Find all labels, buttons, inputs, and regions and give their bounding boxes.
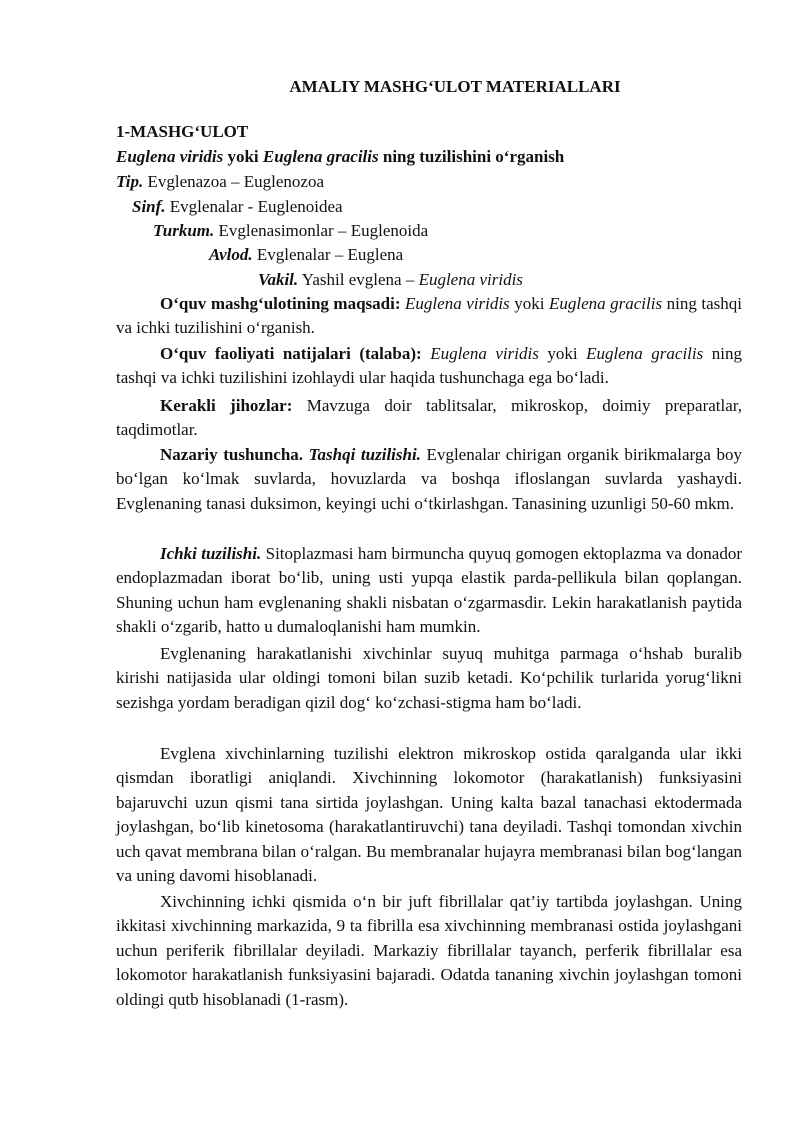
results-paragraph [116,342,742,391]
species-name: Euglena gracilis [262,147,379,166]
taxonomy-class [132,195,343,219]
taxonomy-representative [258,268,523,292]
taxonomy-value: Evglenazoa – Euglenozoa [143,172,325,191]
page-title: AMALIY MASHG‘ULOT MATERIALLARI [289,77,621,96]
results-text: ning tashqi va ichki tuzilishini izohlaydi ular haqida tushunchaga ega bo‘ladi. [116,344,742,388]
theory-text: Evglenalar chirigan organik birikmalarga boy bo‘lgan ko‘lmak suvlarda, hovuzlarda va boshqa ifloslangan suvlarda yashaydi. Evglenaning tanasi duksimon, keyingi uchi o‘tkirlashgan. Tanasining uzunligi 50-60 mkm. [116,445,743,513]
internal-structure-text: Sitoplazmasi ham birmuncha quyuq gomogen ektoplazma va donador endoplazmadan iborat bo‘lib, uning usti yupqa elastik parda-pellikula bilan qoplangan. Shuning uchun ham evglenaning shakli nisbatan o‘zgarmasdir. Lekin harakatlanish paytida shakli o‘zgarib, hatto u dumaloqlanishi ham mumkin. [116,544,742,637]
taxonomy-label: Sinf. [132,197,166,216]
taxonomy-label: Avlod. [209,245,253,264]
internal-structure-paragraph [116,542,742,640]
taxonomy-genus [209,243,403,267]
taxonomy-phylum [116,170,324,194]
theory-paragraph [116,443,742,516]
fibrils-paragraph: Xivchinning ichki qismida o‘n bir juft fibrillalar qat’iy tartibda joylashgan. Uning ikkitasi xivchinning markazida, 9 ta fibrilla esa xivchinning membranasi ostida joylashgani uchun periferik fibrillalar deyiladi. Markaziy fibrillalar tayanch, perferik fibrillalar esa lokomotor harakatlanish funksiyasini bajaradi. Odatda tananing xivchin joylashgan tomoni oldingi qutb hisoblanadi (1-rasm). [116,892,742,1009]
external-structure-label: Tashqi tuzilishi. [308,445,421,464]
internal-structure-label: Ichki tuzilishi. [160,544,262,563]
taxonomy-value: Evglenasimonlar – Euglenoida [214,221,429,240]
goal-paragraph [116,292,742,341]
topic-heading [116,145,564,169]
equipment-paragraph [116,394,742,443]
taxonomy-order [153,219,428,243]
equipment-label: Kerakli jihozlar: [160,396,293,415]
taxonomy-label: Tip. [116,172,144,191]
goal-label: O‘quv mashg‘ulotining maqsadi: [160,294,401,313]
lesson-heading: 1-MASHG‘ULOT [116,122,249,141]
topic-conj: yoki [223,147,263,166]
species-name: Euglena viridis [116,147,224,166]
equipment-text: Mavzuga doir tablitsalar, mikroskop, doimiy preparatlar, taqdimotlar. [116,396,742,440]
species-name: Euglena gracilis [548,294,663,313]
topic-rest: ning tuzilishini o‘rganish [378,147,565,166]
movement-paragraph: Evglenaning harakatlanishi xivchinlar suyuq muhitga parmaga o‘hshab buralib kirishi natijasida ular oldingi tomoni bilan suzib ketadi. Ko‘pchilik turlarida yorug‘likni sezishga yordam beradigan qizil dog‘ ko‘zchasi-stigma ham bo‘ladi. [116,644,742,712]
flagella-paragraph: Evglena xivchinlarning tuzilishi elektron mikroskop ostida qaralganda ular ikki qismdan iboratligi aniqlandi. Xivchinning lokomotor (harakatlanish) funksiyasini bajaruvchi uzun qismi tana sirtida joylashgan. Uning kalta bazal tanachasi ektodermada joylashgan, bo‘lib kinetosoma (harakatlantiruvchi) tana deyiladi. Tashqi tomondan xivchin uch qavat membrana bilan o‘ralgan. Bu membranalar hujayra membranasi bilan bog‘langan va uning davomi hisoblanadi. [116,744,742,886]
taxonomy-label: Vakil. [258,270,299,289]
goal-text: ning tashqi va ichki tuzilishini o‘rganish. [116,294,742,338]
results-label: O‘quv faoliyati natijalari (talaba): [160,344,422,363]
species-name: Euglena viridis [405,294,510,313]
theory-label: Nazariy tushuncha. [160,445,304,464]
taxonomy-value: Evglenalar - Euglenoidea [165,197,343,216]
taxonomy-label: Turkum. [153,221,215,240]
goal-conj: yoki [509,294,549,313]
results-conj: yoki [538,344,587,363]
taxonomy-value: Evglenalar – Euglena [252,245,404,264]
species-name: Euglena gracilis [586,344,704,363]
species-name: Euglena viridis [430,344,539,363]
taxonomy-value: Yashil evglena – [298,270,419,289]
species-name: Euglena viridis [418,270,523,289]
